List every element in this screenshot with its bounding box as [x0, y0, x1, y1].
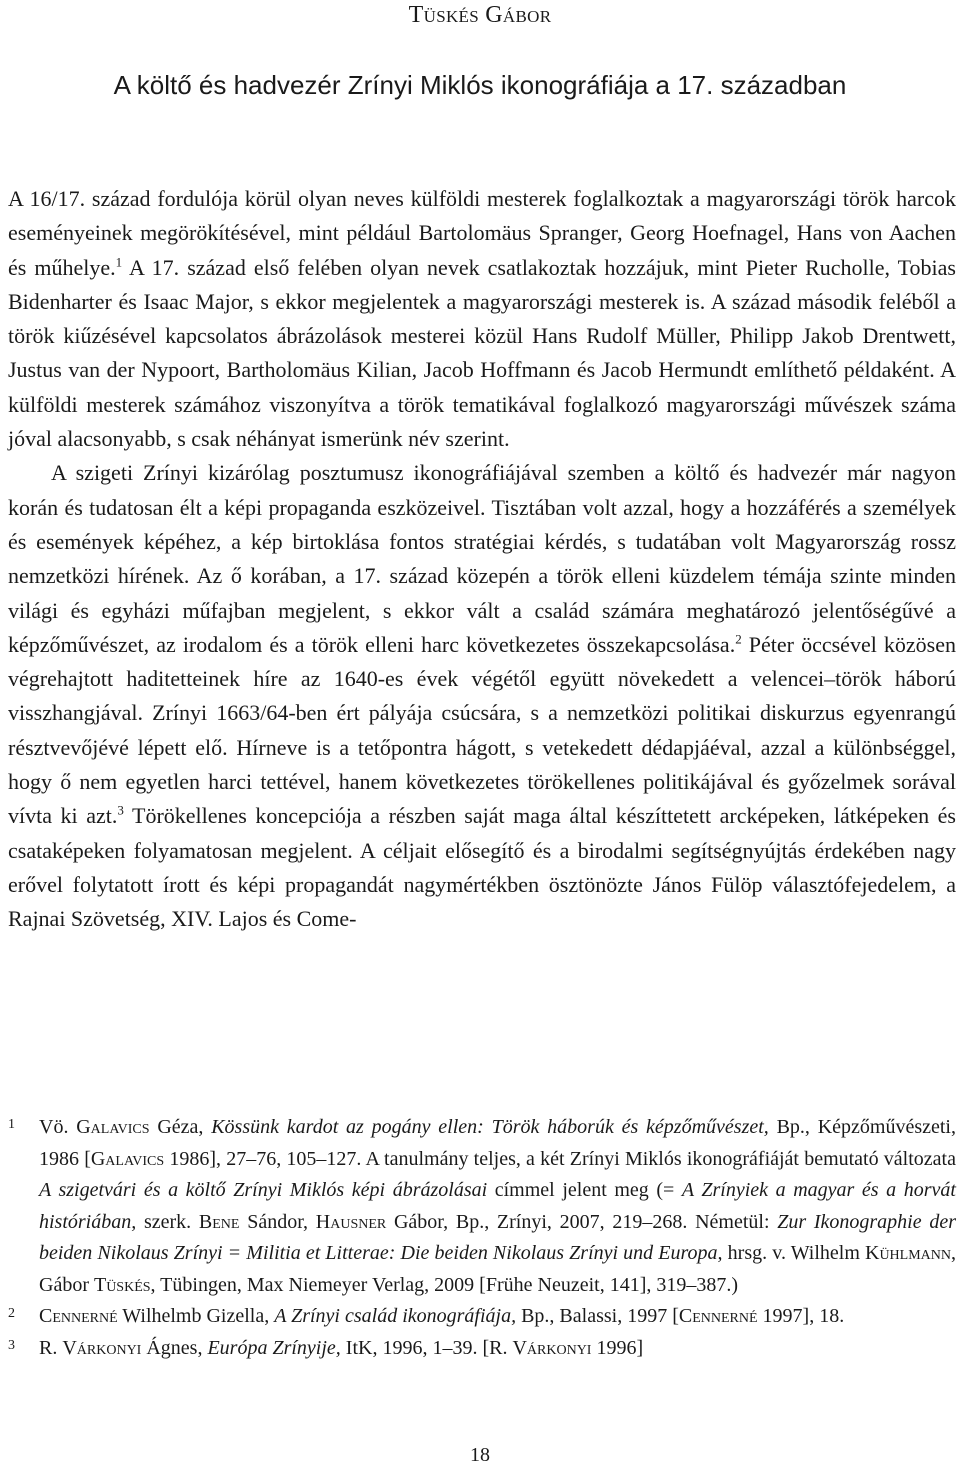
footnote-text: Bp., Balassi, 1997 [ [516, 1305, 679, 1327]
footnote-work-title: Európa Zrínyije, [207, 1336, 341, 1359]
footnote-ref-2: 2 [735, 631, 742, 647]
footnote-author: Kühlmann [865, 1242, 951, 1264]
footnote-author: Várkonyi [512, 1336, 592, 1359]
footnote-text: Vö. [39, 1116, 77, 1138]
footnote-number: 3 [8, 1337, 15, 1353]
footnote-text: hrsg. v. Wilhelm [722, 1242, 865, 1264]
footnote-text: ItK, 1996, 1–39. [R. [340, 1336, 513, 1359]
footnote-author: Galavics [90, 1147, 165, 1170]
paragraph-1-text-b: A 17. század első felében olyan nevek csatlakoztak hozzájuk, mint Pieter Rucholle, Tobias Bidenharter és Isaac Major, s ekkor megjelentek a magyarországi mesterek is. A század második feléből a török kiűzésével kapcsolatos ábrázolások mesterei közül Hans Rudolf Müller, Philipp Jakob Drentwett, Justus van der Nypoort, Bartholomäus Kilian, Jacob Hoffmann és Jacob Hermundt említhető példaként. A külföldi mesterek számához viszonyítva a török tematikával foglalkozó magyarországi művészek száma jóval alacsonyabb, s csak néhányat ismerünk név szerint. [8, 254, 956, 452]
body-text [8, 182, 956, 937]
footnote-text: Bp., Képzőművészeti, 1986 [ [39, 1116, 956, 1170]
paragraph-2 [8, 456, 956, 936]
footnote-text: , Gábor [39, 1242, 956, 1296]
footnote-1 [8, 1112, 956, 1301]
footnote-number: 2 [8, 1306, 15, 1321]
footnote-text: R. [39, 1336, 63, 1359]
footnote-2 [8, 1301, 956, 1333]
paragraph-1-text-a: A 16/17. század fordulója körül olyan neves külföldi mesterek foglalkoztak a magyarországi török harcok eseményeinek megörökítésével, mint például Bartolomäus Spranger, Georg Hoefnagel, Hans von Aachen és műhelye. [8, 186, 956, 280]
paragraph-2-text-b: Péter öccsével közösen végrehajtott haditetteinek híre az 1640-es évek végétől együtt növekedett a velencei–török háború visszhangjával. Zrínyi 1663/64-ben ért pályája csúcsára, s a nemzetközi politikai diskurzus egyenrangú résztvevőjévé lépett elő. Hírneve is a tetőpontra hágott, s vetekedett dédapjáéval, azzal a különbséggel, hogy ő nem egyetlen harci tettével, hanem következetes törökellenes politikájával és győzelmek sorával vívta ki azt. [8, 631, 957, 829]
footnotes [8, 1112, 956, 1364]
footnote-3 [8, 1333, 956, 1365]
article-title: A költő és hadvezér Zrínyi Miklós ikonográfiája a 17. században [113, 70, 847, 100]
footnote-work-title: A Zrínyiek a magyar és a horvát históriában, [39, 1179, 956, 1233]
footnote-author: Cennerné [678, 1305, 758, 1327]
footnote-text: Géza, [149, 1116, 212, 1138]
page-number: 18 [470, 1444, 490, 1466]
footnote-text: 1997], 18. [757, 1305, 845, 1327]
footnote-author: Cennerné [39, 1305, 118, 1327]
footnote-text: Sándor, [239, 1210, 316, 1233]
footnote-work-title: A szigetvári és a költő Zrínyi Miklós képi ábrázolásai [39, 1179, 488, 1201]
footnote-text: Wilhelmb Gizella, [117, 1305, 275, 1327]
footnote-text: Gábor, Bp., Zrínyi, 2007, 219–268. Németül: [386, 1210, 778, 1233]
author-name: Tüskés Gábor [408, 2, 552, 28]
footnote-text: szerk. [136, 1210, 199, 1233]
footnote-author: Várkonyi [62, 1336, 142, 1359]
footnote-text: címmel jelent meg (= [487, 1179, 682, 1201]
footnote-work-title: A Zrínyi család ikonográfiája, [274, 1305, 517, 1327]
footnote-text: 1986], 27–76, 105–127. A tanulmány teljes, a két Zrínyi Miklós ikonográfiáját bemutató változata [164, 1147, 956, 1170]
paragraph-2-text-a: A szigeti Zrínyi kizárólag posztumusz ikonográfiájával szemben a költő és hadvezér már nagyon korán és tudatosan élt a képi propaganda eszközeivel. Tisztában volt azzal, hogy a hozzáférés a személyek és események képéhez, a kép birtoklása fontos stratégiai kérdés, s tudatában volt Magyarország rossz nemzetközi hírének. Az ő korában, a 17. század közepén a török elleni küzdelem témája szinte minden világi és egyházi műfajban megjelent, s ekkor vált a család számára meghatározó jelentőségűvé a képzőművészet, az irodalom és a török elleni harc következetes összekapcsolása. [8, 460, 956, 657]
footnote-author: Hausner [315, 1210, 387, 1233]
paragraph-1 [8, 182, 956, 456]
footnote-number: 1 [8, 1117, 15, 1132]
footnote-ref-3: 3 [117, 803, 124, 819]
footnote-author: Galavics [76, 1116, 150, 1138]
footnote-ref-1: 1 [115, 254, 123, 270]
paragraph-2-text-c: Törökellenes koncepciója a részben saját maga által készíttetett arcképeken, látképeken és csataképeken folyamatosan megjelent. A céljait elősegítő és a birodalmi segítségnyújtás érdekében nagy erővel folytatott írott és képi propagandát nagymértékben ösztönözte János Fülöp választófejedelem, a Rajnai Szövetség, XIV. Lajos és Come- [8, 803, 956, 932]
footnote-work-title: Zur Ikonographie der beiden Nikolaus Zrínyi = Militia et Litterae: Die beiden Nikolaus Zrínyi und Europa, [39, 1210, 957, 1264]
footnote-author: Bene [198, 1210, 240, 1233]
footnote-text: Ágnes, [141, 1336, 208, 1359]
footnote-author: Tüskés [93, 1273, 151, 1296]
footnote-text: 1996] [591, 1336, 644, 1359]
footnote-work-title: Kössünk kardot az pogány ellen: Török háborúk és képzőművészet, [211, 1116, 769, 1138]
footnote-text: , Tübingen, Max Niemeyer Verlag, 2009 [Frühe Neuzeit, 141], 319–387.) [150, 1273, 739, 1296]
